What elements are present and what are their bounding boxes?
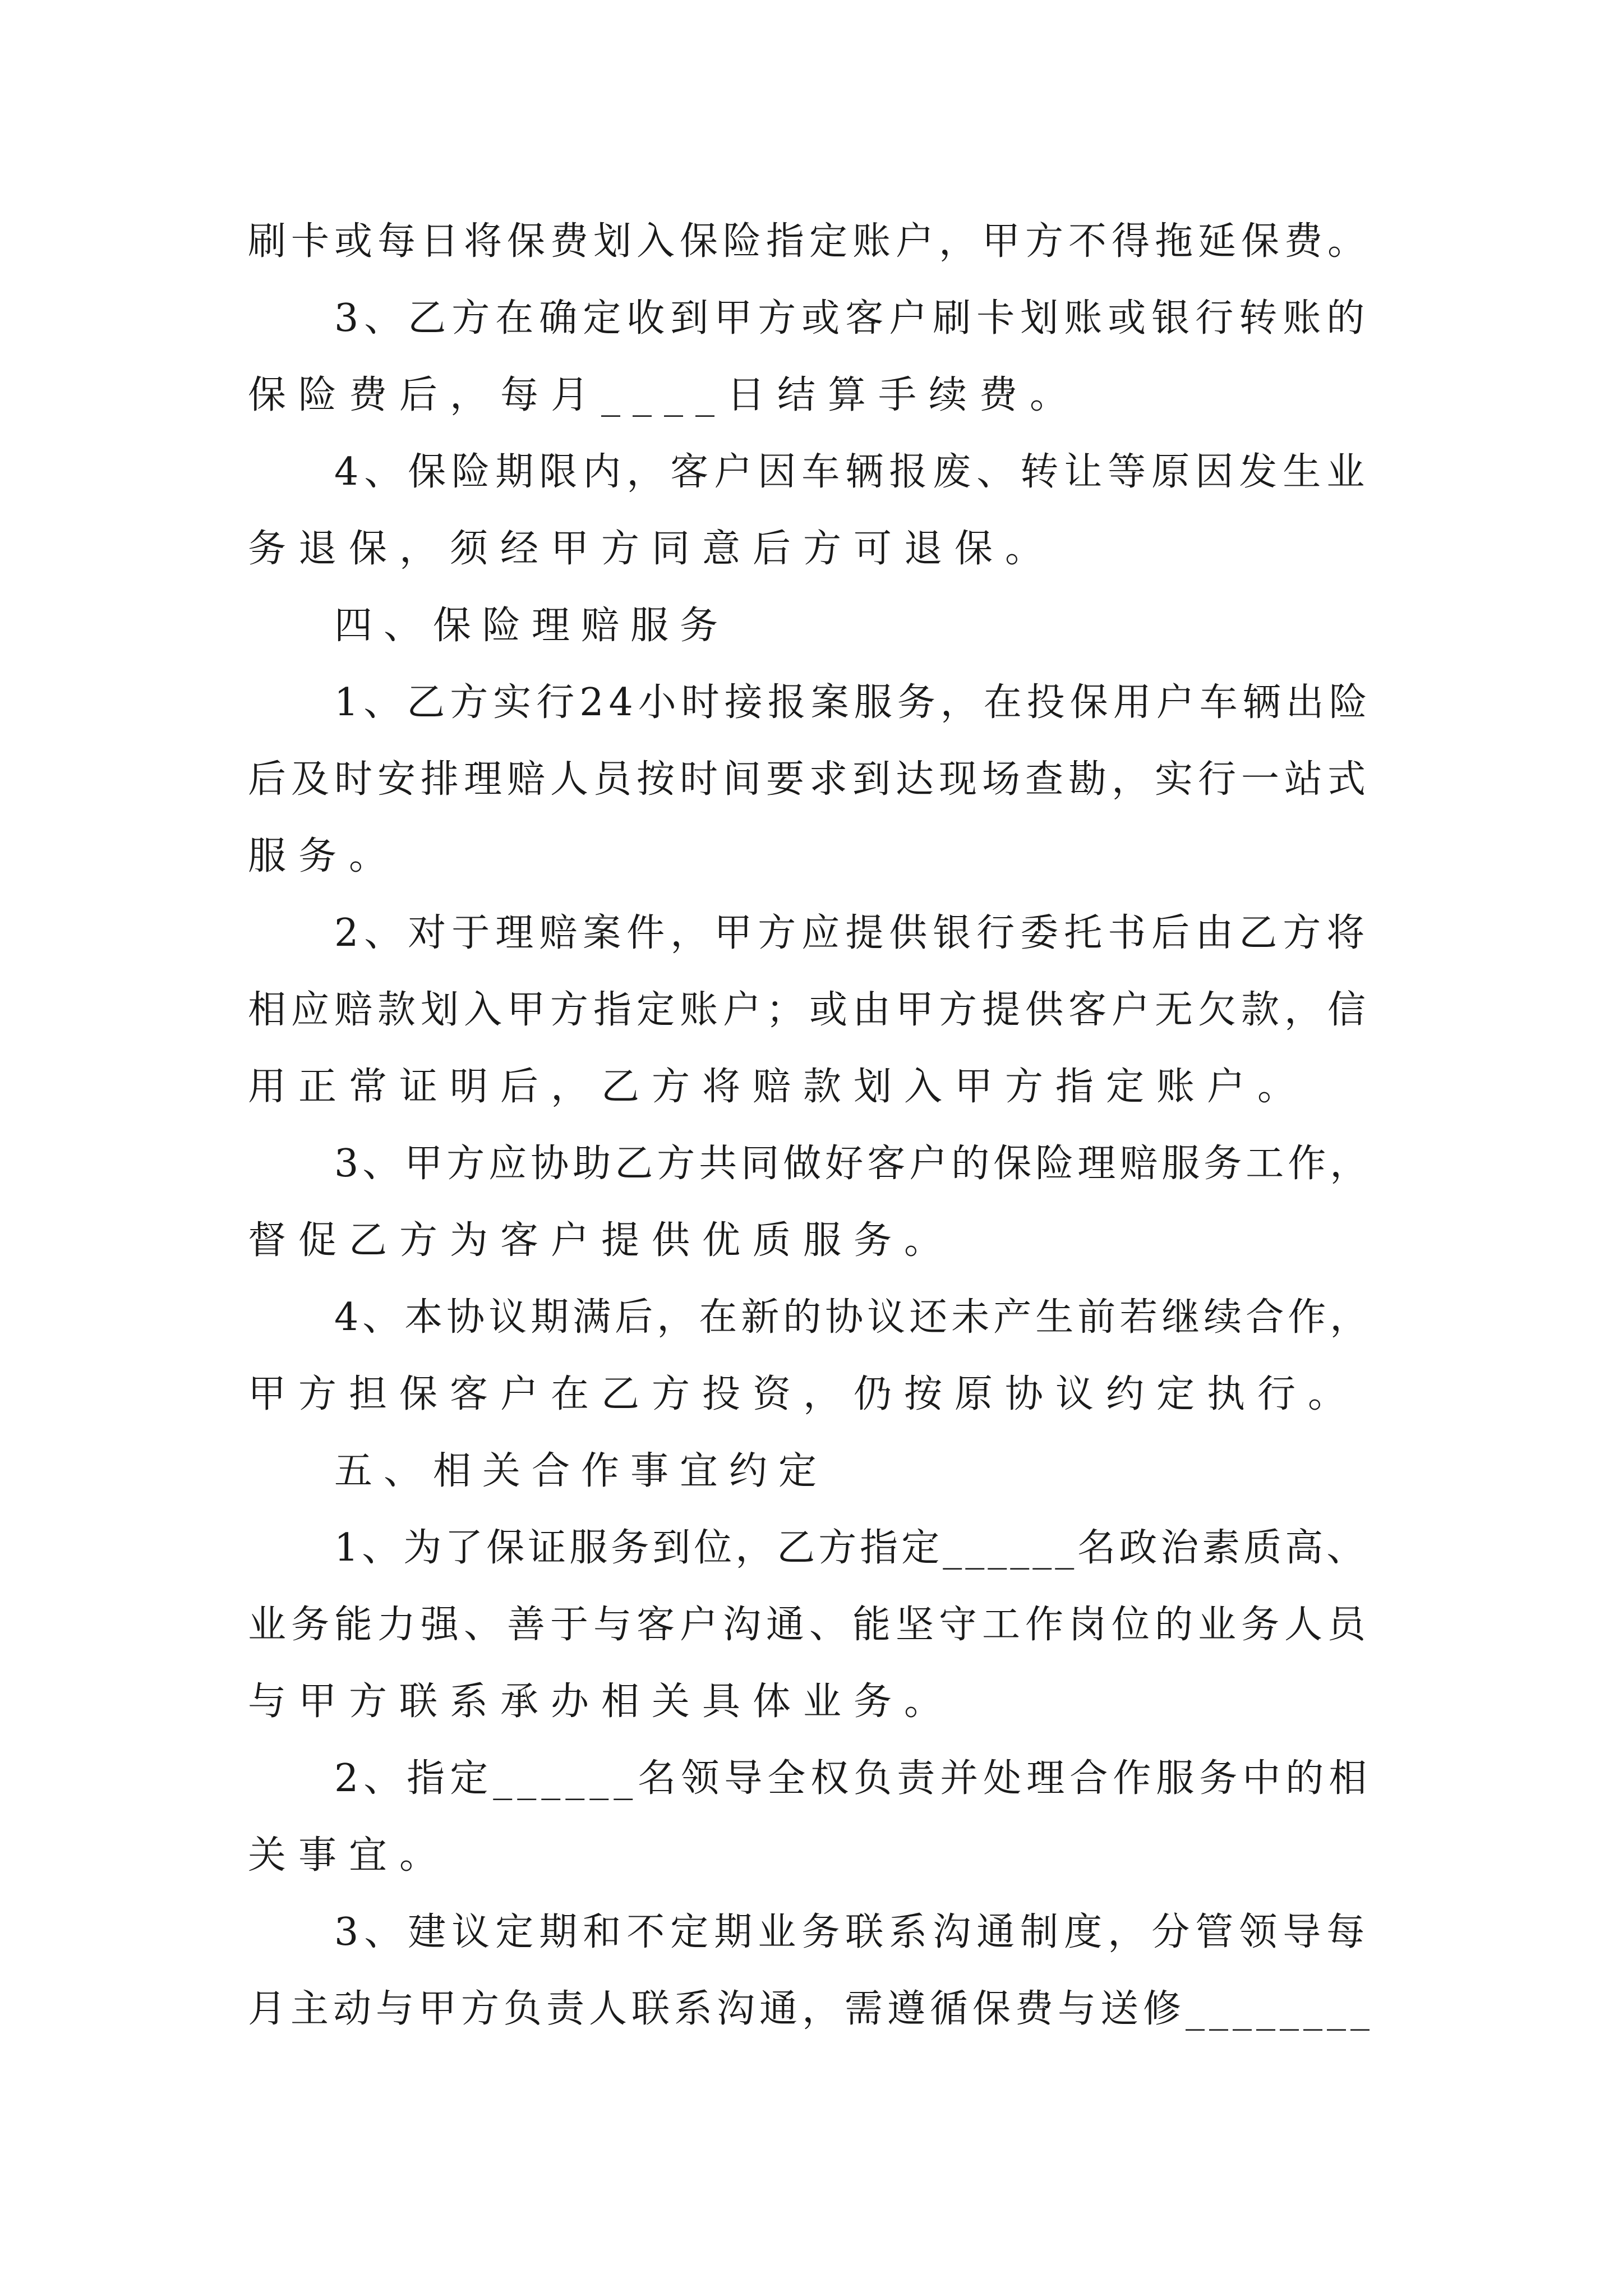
paragraph-line: 与甲方联系承办相关具体业务。 [248, 1680, 955, 1724]
paragraph-line: 甲方担保客户在乙方投资，仍按原协议约定执行。 [248, 1372, 1359, 1416]
paragraph-line: 月主动与甲方负责人联系沟通，需遵循保费与送修________ [248, 1987, 1375, 2031]
paragraph-line: 3、甲方应协助乙方共同做好客户的保险理赔服务工作， [334, 1142, 1372, 1186]
paragraph-line: 3、建议定期和不定期业务联系沟通制度，分管领导每 [334, 1910, 1371, 1954]
paragraph-line: 2、指定______名领导全权负责并处理合作服务中的相 [334, 1756, 1372, 1801]
paragraph-line: 4、本协议期满后，在新的协议还未产生前若继续合作， [334, 1295, 1372, 1340]
paragraph-line: 1、乙方实行24小时接报案服务，在投保用户车辆出险 [334, 680, 1372, 725]
section-heading: 四、保险理赔服务 [334, 604, 730, 648]
paragraph-line: 2、对于理赔案件，甲方应提供银行委托书后由乙方将 [334, 911, 1371, 955]
paragraph-line: 1、为了保证服务到位，乙方指定______名政治素质高、 [334, 1526, 1368, 1570]
paragraph-line: 关事宜。 [248, 1833, 450, 1878]
paragraph-line: 保险费后，每月____日结算手续费。 [248, 373, 1081, 417]
paragraph-line: 后及时安排理赔人员按时间要求到达现场查勘，实行一站式 [248, 757, 1371, 802]
paragraph-line: 业务能力强、善于与客户沟通、能坚守工作岗位的业务人员 [248, 1603, 1371, 1647]
paragraph-line: 服务。 [248, 834, 400, 878]
paragraph-line: 督促乙方为客户提供优质服务。 [248, 1218, 955, 1263]
section-heading: 五、相关合作事宜约定 [334, 1449, 828, 1493]
paragraph-line: 刷卡或每日将保费划入保险指定账户，甲方不得拖延保费。 [248, 219, 1371, 264]
paragraph-line: 相应赔款划入甲方指定账户；或由甲方提供客户无欠款，信 [248, 988, 1371, 1032]
paragraph-line: 4、保险期限内，客户因车辆报废、转让等原因发生业 [334, 450, 1371, 494]
paragraph-line: 3、乙方在确定收到甲方或客户刷卡划账或银行转账的 [334, 296, 1371, 341]
paragraph-line: 务退保，须经甲方同意后方可退保。 [248, 527, 1056, 571]
paragraph-line: 用正常证明后，乙方将赔款划入甲方指定账户。 [248, 1065, 1308, 1109]
